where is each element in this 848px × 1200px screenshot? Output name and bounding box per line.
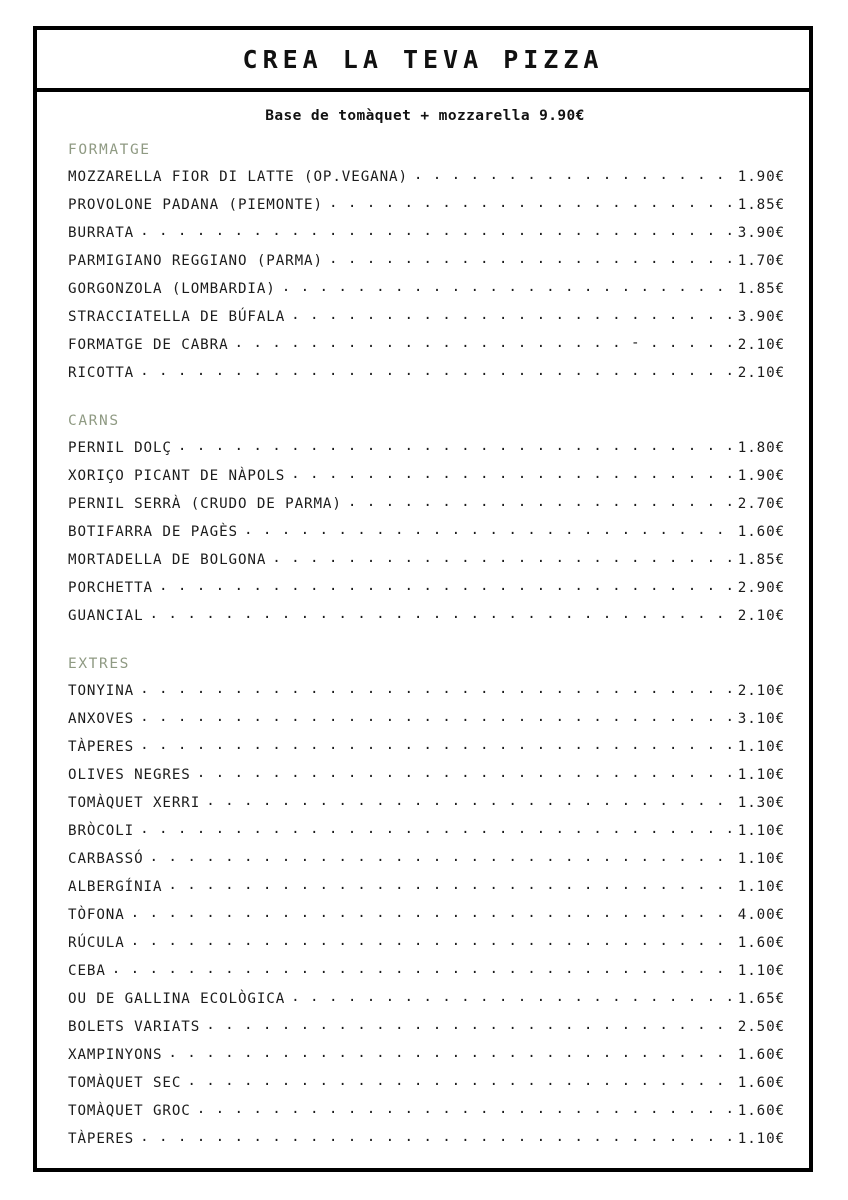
menu-item-price: 1.60€ bbox=[737, 935, 785, 952]
dot-leader bbox=[178, 438, 732, 452]
dot-leader bbox=[140, 223, 732, 237]
menu-item-row bbox=[65, 1129, 785, 1157]
dot-leader bbox=[131, 933, 732, 947]
page-title: CREA LA TEVA PIZZA bbox=[242, 44, 604, 74]
section-heading: FORMATGE bbox=[68, 142, 151, 158]
menu-item-name: MORTADELLA DE BOLGONA bbox=[68, 552, 267, 569]
menu-item-price: 1.10€ bbox=[737, 739, 785, 756]
menu-item-name: TONYINA bbox=[68, 683, 135, 700]
menu-item-price: 1.85€ bbox=[737, 281, 785, 298]
dot-leader bbox=[244, 522, 732, 536]
menu-item-price: 1.85€ bbox=[737, 552, 785, 569]
dot-leader bbox=[272, 550, 732, 564]
menu-item-name: PERNIL SERRÀ (CRUDO DE PARMA) bbox=[68, 496, 342, 513]
menu-item-price: 1.10€ bbox=[737, 767, 785, 784]
dot-leader bbox=[140, 821, 732, 835]
menu-item-price: 3.90€ bbox=[737, 309, 785, 326]
menu-item-name: OU DE GALLINA ECOLÒGICA bbox=[68, 991, 286, 1008]
menu-sections bbox=[65, 142, 785, 1157]
menu-item-row bbox=[65, 522, 785, 550]
menu-item-name: XAMPINYONS bbox=[68, 1047, 163, 1064]
dot-leader bbox=[140, 737, 732, 751]
menu-item-price: 1.85€ bbox=[737, 197, 785, 214]
menu-item-row bbox=[65, 251, 785, 279]
menu-item-price: 1.10€ bbox=[737, 823, 785, 840]
menu-item-price: 1.60€ bbox=[737, 524, 785, 541]
menu-item-price: 1.65€ bbox=[737, 991, 785, 1008]
dot-leader bbox=[140, 1129, 732, 1143]
dot-leader bbox=[150, 849, 732, 863]
menu-item-row bbox=[65, 195, 785, 223]
menu-item-price: 2.70€ bbox=[737, 496, 785, 513]
menu-item-name: PERNIL DOLÇ bbox=[68, 440, 172, 457]
menu-item-price: 2.50€ bbox=[737, 1019, 785, 1036]
menu-item-name: XORIÇO PICANT DE NÀPOLS bbox=[68, 468, 286, 485]
dot-leader bbox=[197, 765, 732, 779]
dot-leader bbox=[150, 606, 732, 620]
menu-item-row bbox=[65, 438, 785, 466]
menu-item-name: TÒFONA bbox=[68, 907, 125, 924]
menu-item-row bbox=[65, 989, 785, 1017]
menu-item-price: 1.90€ bbox=[737, 169, 785, 186]
menu-item-name: OLIVES NEGRES bbox=[68, 767, 191, 784]
menu-item-price: 4.00€ bbox=[737, 907, 785, 924]
dot-leader bbox=[112, 961, 732, 975]
menu-item-price: 1.10€ bbox=[737, 1131, 785, 1148]
menu-item-row bbox=[65, 737, 785, 765]
menu-item-price: 1.60€ bbox=[737, 1075, 785, 1092]
menu-item-row bbox=[65, 821, 785, 849]
menu-subtitle: Base de tomàquet + mozzarella 9.90€ bbox=[265, 108, 585, 124]
menu-section bbox=[65, 413, 785, 634]
menu-item-name: TÀPERES bbox=[68, 739, 135, 756]
dot-leader bbox=[282, 279, 732, 293]
menu-item-name: PROVOLONE PADANA (PIEMONTE) bbox=[68, 197, 323, 214]
menu-card bbox=[33, 26, 813, 1172]
dot-leader bbox=[206, 793, 732, 807]
menu-item-name: ANXOVES bbox=[68, 711, 135, 728]
menu-item-row bbox=[65, 363, 785, 391]
section-heading: EXTRES bbox=[68, 656, 130, 672]
menu-item-row bbox=[65, 578, 785, 606]
menu-item-name: TOMÀQUET XERRI bbox=[68, 795, 201, 812]
menu-item-row bbox=[65, 167, 785, 195]
menu-item-row bbox=[65, 681, 785, 709]
menu-item-price: 1.60€ bbox=[737, 1103, 785, 1120]
menu-item-name: TOMÀQUET GROC bbox=[68, 1103, 191, 1120]
dot-leader bbox=[414, 167, 732, 181]
menu-item-price: 1.30€ bbox=[737, 795, 785, 812]
menu-section bbox=[65, 142, 785, 391]
menu-item-row bbox=[65, 765, 785, 793]
dot-leader bbox=[197, 1101, 732, 1115]
menu-item-name: PARMIGIANO REGGIANO (PARMA) bbox=[68, 253, 323, 270]
menu-item-row bbox=[65, 793, 785, 821]
menu-item-name: BOTIFARRA DE PAGÈS bbox=[68, 524, 238, 541]
menu-item-row bbox=[65, 1073, 785, 1101]
menu-item-row bbox=[65, 550, 785, 578]
menu-item-row bbox=[65, 606, 785, 634]
menu-item-name: ALBERGÍNIA bbox=[68, 879, 163, 896]
menu-body bbox=[37, 108, 809, 1157]
menu-item-row bbox=[65, 905, 785, 933]
menu-item-name: TÀPERES bbox=[68, 1131, 135, 1148]
menu-item-name: BOLETS VARIATS bbox=[68, 1019, 201, 1036]
menu-item-row bbox=[65, 961, 785, 989]
menu-item-price: 1.70€ bbox=[737, 253, 785, 270]
menu-item-row bbox=[65, 1101, 785, 1129]
menu-item-row bbox=[65, 709, 785, 737]
dot-leader bbox=[140, 363, 732, 377]
dot-leader bbox=[291, 989, 732, 1003]
menu-item-name: CARBASSÓ bbox=[68, 851, 144, 868]
dot-leader bbox=[159, 578, 732, 592]
menu-item-name: BRÒCOLI bbox=[68, 823, 135, 840]
menu-item-name: PORCHETTA bbox=[68, 580, 153, 597]
menu-item-row bbox=[65, 466, 785, 494]
menu-item-price: 3.10€ bbox=[737, 711, 785, 728]
dot-leader bbox=[235, 335, 732, 349]
menu-item-name: GUANCIAL bbox=[68, 608, 144, 625]
menu-item-row bbox=[65, 307, 785, 335]
menu-item-price: 2.90€ bbox=[737, 580, 785, 597]
menu-item-name: FORMATGE DE CABRA bbox=[68, 337, 229, 354]
menu-item-row bbox=[65, 849, 785, 877]
dot-leader bbox=[329, 251, 732, 265]
dot-leader bbox=[140, 681, 732, 695]
menu-item-price: 1.60€ bbox=[737, 1047, 785, 1064]
menu-title-bar bbox=[37, 30, 809, 92]
menu-item-price: 3.90€ bbox=[737, 225, 785, 242]
menu-item-name: RÚCULA bbox=[68, 935, 125, 952]
dot-leader bbox=[348, 494, 732, 508]
menu-item-price: 1.90€ bbox=[737, 468, 785, 485]
menu-item-row bbox=[65, 933, 785, 961]
menu-item-row bbox=[65, 223, 785, 251]
menu-section bbox=[65, 656, 785, 1157]
menu-item-name: TOMÀQUET SEC bbox=[68, 1075, 182, 1092]
section-heading: CARNS bbox=[68, 413, 120, 429]
menu-item-name: STRACCIATELLA DE BÚFALA bbox=[68, 309, 286, 326]
menu-item-name: BURRATA bbox=[68, 225, 135, 242]
dot-leader bbox=[206, 1017, 732, 1031]
menu-item-name: CEBA bbox=[68, 963, 106, 980]
dot-leader bbox=[140, 709, 732, 723]
dot-leader bbox=[168, 877, 731, 891]
menu-item-name: RICOTTA bbox=[68, 365, 135, 382]
dot-leader bbox=[329, 195, 732, 209]
dot-leader bbox=[187, 1073, 731, 1087]
dot-leader bbox=[291, 466, 732, 480]
menu-item-price: 2.10€ bbox=[737, 608, 785, 625]
menu-item-row bbox=[65, 1045, 785, 1073]
menu-item-name: GORGONZOLA (LOMBARDIA) bbox=[68, 281, 276, 298]
menu-item-price: 2.10€ bbox=[737, 337, 785, 354]
menu-item-price: 1.80€ bbox=[737, 440, 785, 457]
menu-item-row bbox=[65, 335, 785, 363]
menu-item-price: 2.10€ bbox=[737, 683, 785, 700]
menu-item-price: 1.10€ bbox=[737, 879, 785, 896]
menu-item-row bbox=[65, 1017, 785, 1045]
dot-leader bbox=[131, 905, 732, 919]
menu-item-name: MOZZARELLA FIOR DI LATTE (OP.VEGANA) bbox=[68, 169, 408, 186]
menu-item-row bbox=[65, 279, 785, 307]
dot-leader bbox=[168, 1045, 731, 1059]
menu-item-row bbox=[65, 877, 785, 905]
dot-leader bbox=[291, 307, 732, 321]
menu-item-row bbox=[65, 494, 785, 522]
menu-item-price: 2.10€ bbox=[737, 365, 785, 382]
menu-item-price: 1.10€ bbox=[737, 963, 785, 980]
menu-item-price: 1.10€ bbox=[737, 851, 785, 868]
